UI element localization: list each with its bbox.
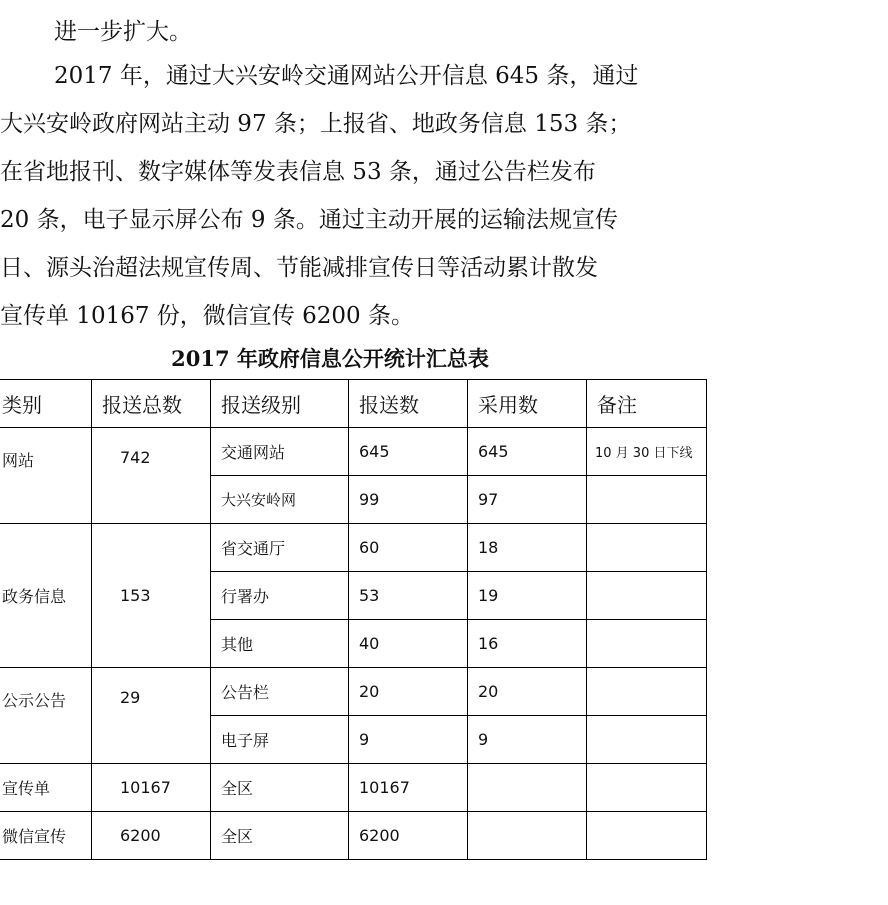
cell-adopted: 19 [468, 572, 587, 620]
cell-note [587, 620, 707, 668]
cell-level: 交通网站 [211, 428, 349, 476]
cell-note [587, 716, 707, 764]
cell-reported: 9 [349, 716, 468, 764]
cell-adopted: 16 [468, 620, 587, 668]
cell-reported: 10167 [349, 764, 468, 812]
cell-level: 行署办 [211, 572, 349, 620]
cell-note [587, 812, 707, 860]
header-note: 备注 [587, 380, 707, 428]
cell-reported: 40 [349, 620, 468, 668]
cell-reported: 20 [349, 668, 468, 716]
cell-adopted: 645 [468, 428, 587, 476]
table-header-row [0, 380, 707, 428]
cell-note [587, 764, 707, 812]
cell-reported: 99 [349, 476, 468, 524]
cell-note [587, 668, 707, 716]
paragraph-line: 宣传单 10167 份，微信宣传 6200 条。 [0, 303, 414, 329]
cell-reported: 645 [349, 428, 468, 476]
cell-level: 省交通厅 [211, 524, 349, 572]
cell-adopted: 97 [468, 476, 587, 524]
cell-category: 网站 [0, 428, 92, 524]
header-category: 类别 [0, 380, 92, 428]
cell-total: 6200 [92, 812, 211, 860]
header-total: 报送总数 [92, 380, 211, 428]
header-reported: 报送数 [349, 380, 468, 428]
cell-adopted: 9 [468, 716, 587, 764]
table-row [0, 524, 707, 572]
statistics-table [0, 379, 707, 860]
cell-total: 10167 [92, 764, 211, 812]
cell-total: 29 [92, 668, 211, 764]
cell-level: 电子屏 [211, 716, 349, 764]
cell-category: 宣传单 [0, 764, 92, 812]
intro-paragraph [0, 8, 710, 56]
cell-category: 微信宣传 [0, 812, 92, 860]
cell-reported: 6200 [349, 812, 468, 860]
cell-total: 742 [92, 428, 211, 524]
cell-note: 10 月 30 日下线 [587, 428, 707, 476]
cell-adopted: 18 [468, 524, 587, 572]
cell-note [587, 572, 707, 620]
paragraph-line: 日、源头治超法规宣传周、节能减排宣传日等活动累计散发 [0, 255, 598, 281]
cell-level: 全区 [211, 764, 349, 812]
summary-paragraph [0, 52, 710, 340]
table-row [0, 668, 707, 716]
table-row [0, 812, 707, 860]
paragraph-line: 在省地报刊、数字媒体等发表信息 53 条，通过公告栏发布 [0, 159, 596, 185]
cell-adopted: 20 [468, 668, 587, 716]
cell-adopted [468, 764, 587, 812]
cell-total: 153 [92, 524, 211, 668]
cell-reported: 53 [349, 572, 468, 620]
cell-level: 全区 [211, 812, 349, 860]
cell-category: 政务信息 [0, 524, 92, 668]
paragraph-line: 20 条，电子显示屏公布 9 条。通过主动开展的运输法规宣传 [0, 207, 618, 233]
table-title: 2017 年政府信息公开统计汇总表 [171, 346, 489, 371]
cell-adopted [468, 812, 587, 860]
paragraph-line: 大兴安岭政府网站主动 97 条；上报省、地政务信息 153 条； [0, 111, 632, 137]
cell-level: 公告栏 [211, 668, 349, 716]
cell-category: 公示公告 [0, 668, 92, 764]
cell-level: 其他 [211, 620, 349, 668]
cell-note [587, 524, 707, 572]
cell-note [587, 476, 707, 524]
cell-level: 大兴安岭网 [211, 476, 349, 524]
header-adopted: 采用数 [468, 380, 587, 428]
paragraph-line: 进一步扩大。 [54, 19, 192, 45]
header-level: 报送级别 [211, 380, 349, 428]
cell-reported: 60 [349, 524, 468, 572]
paragraph-line: 2017 年，通过大兴安岭交通网站公开信息 645 条，通过 [54, 63, 639, 89]
table-row [0, 764, 707, 812]
table-row [0, 428, 707, 476]
